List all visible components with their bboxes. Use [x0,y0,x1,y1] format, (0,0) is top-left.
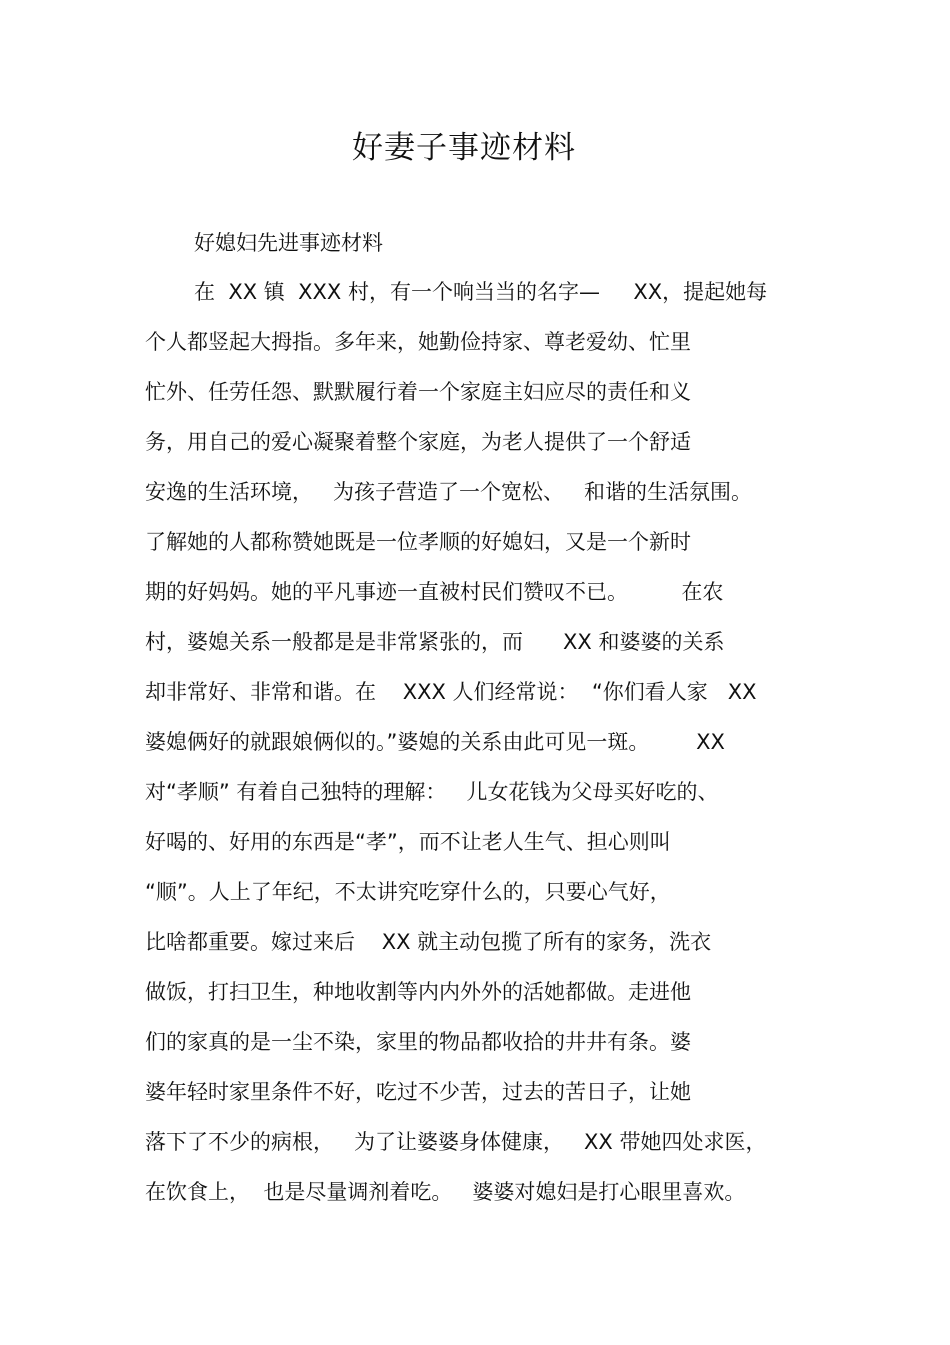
body-line: 好喝的、好用的东西是“孝”，而不让老人生气、担心则叫 [145,830,671,854]
body-line: 在 XX 镇 XXX 村，有一个响当当的名字— XX，提起她每 [194,280,768,304]
body-line: 做饭，打扫卫生，种地收割等内内外外的活她都做。走进他 [145,980,691,1004]
body-line: 期的好妈妈。她的平凡事迹一直被村民们赞叹不已。 在农 [145,580,724,604]
body-line: 在饮食上， 也是尽量调剂着吃。 婆婆对媳妇是打心眼里喜欢。 [145,1180,746,1204]
body-line: 们的家真的是一尘不染，家里的物品都收拾的井井有条。婆 [145,1030,691,1054]
body-line: 了解她的人都称赞她既是一位孝顺的好媳妇，又是一个新时 [145,530,691,554]
body-line: 村，婆媳关系一般都是是非常紧张的，而 XX 和婆婆的关系 [145,630,725,654]
body-line: “顺”。人上了年纪，不太讲究吃穿什么的，只要心气好， [145,880,671,904]
body-line: 忙外、任劳任怨、默默履行着一个家庭主妇应尽的责任和义 [145,380,691,404]
body-line: 婆媳俩好的就跟娘俩似的。”婆媳的关系由此可见一斑。 XX [145,730,725,754]
document-subtitle: 好媳妇先进事迹材料 [194,231,383,255]
body-line: 个人都竖起大拇指。多年来，她勤俭持家、尊老爱幼、忙里 [145,330,691,354]
body-line: 安逸的生活环境， 为孩子营造了一个宽松、 和谐的生活氛围。 [145,480,753,504]
body-line: 落下了不少的病根， 为了让婆婆身体健康， XX 带她四处求医， [145,1130,767,1154]
body-line: 婆年轻时家里条件不好，吃过不少苦，过去的苦日子，让她 [145,1080,691,1104]
body-line: 比啥都重要。嫁过来后 XX 就主动包揽了所有的家务，洗衣 [145,930,712,954]
body-line: 对“孝顺” 有着自己独特的理解： 儿女花钱为父母买好吃的、 [145,780,719,804]
body-line: 务，用自己的爱心凝聚着整个家庭，为老人提供了一个舒适 [145,430,691,454]
document-title: 好妻子事迹材料 [352,130,576,166]
body-line: 却非常好、非常和谐。在 XXX 人们经常说： “你们看人家 XX [145,680,757,704]
